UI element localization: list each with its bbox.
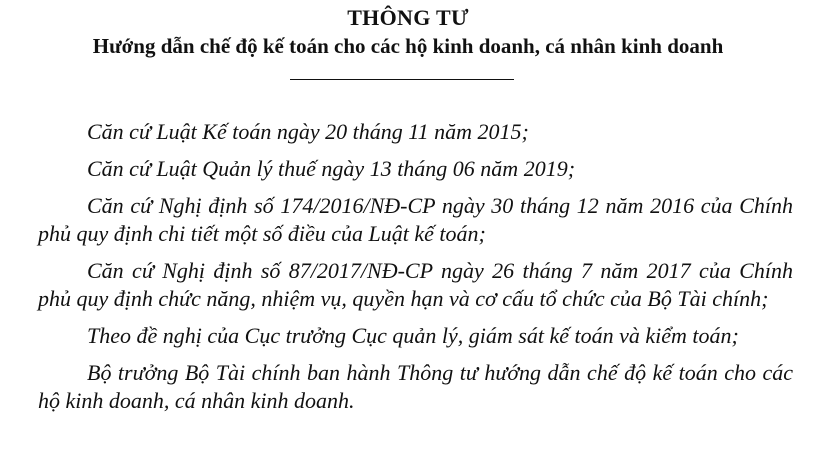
preamble [38,118,793,424]
preamble-basis-decree-87: Căn cứ Nghị định số 87/2017/NĐ-CP ngày 26 tháng 7 năm 2017 của Chính phủ quy định chức năng, nhiệm vụ, quyền hạn và cơ cấu tổ chức của Bộ Tài chính; [38,258,793,311]
preamble-promulgation: Bộ trưởng Bộ Tài chính ban hành Thông tư hướng dẫn chế độ kế toán cho các hộ kinh doanh, cá nhân kinh doanh. [38,360,793,413]
preamble-basis-accounting-law: Căn cứ Luật Kế toán ngày 20 tháng 11 năm 2015; [87,119,529,144]
document-subject: Hướng dẫn chế độ kế toán cho các hộ kinh doanh, cá nhân kinh doanh [92,34,724,58]
preamble-basis-tax-law: Căn cứ Luật Quản lý thuế ngày 13 tháng 06 năm 2019; [87,156,576,181]
document-type-title: THÔNG TƯ [347,5,469,30]
preamble-basis-decree-174: Căn cứ Nghị định số 174/2016/NĐ-CP ngày 30 tháng 12 năm 2016 của Chính phủ quy định chi tiết một số điều của Luật kế toán; [38,193,793,246]
preamble-proposal: Theo đề nghị của Cục trưởng Cục quản lý, giám sát kế toán và kiểm toán; [87,323,739,348]
title-divider [290,79,514,80]
